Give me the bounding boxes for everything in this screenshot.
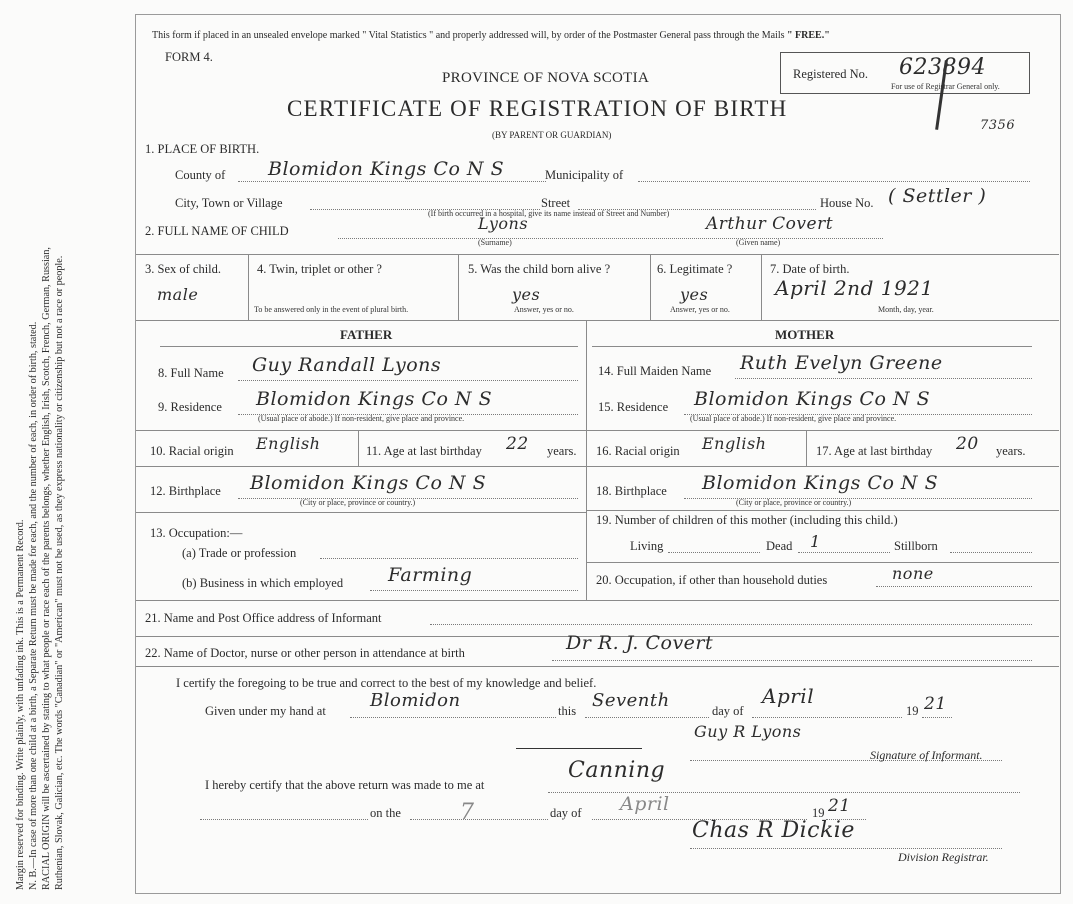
return-label: I hereby certify that the above return was made to me at bbox=[205, 778, 485, 792]
trade-line bbox=[320, 558, 578, 559]
mother-age-value: 20 bbox=[956, 434, 979, 454]
form-number: FORM 4. bbox=[165, 50, 213, 64]
on-the-label: on the bbox=[370, 806, 401, 820]
day-value: Seventh bbox=[592, 690, 670, 711]
municipality-label: Municipality of bbox=[545, 168, 624, 182]
alive-value: yes bbox=[512, 285, 541, 304]
certify-text: I certify the foregoing to be true and correct to the best of my knowledge and belief. bbox=[176, 676, 597, 690]
legitimate-label: 6. Legitimate ? bbox=[657, 262, 733, 276]
month2-value: April bbox=[620, 793, 670, 815]
rule bbox=[136, 430, 586, 431]
side-note-line: RACIAL ORIGIN will be ascertained by stating to what people or race each of the parents belongs, whether English, Irish, Scotch, French, German, Russian, bbox=[41, 247, 52, 890]
province-title: PROVINCE OF NOVA SCOTIA bbox=[442, 70, 650, 86]
on-the-lead-line bbox=[200, 819, 368, 820]
margin-mark: 7356 bbox=[980, 118, 1016, 133]
registrar-caption: Division Registrar. bbox=[898, 850, 989, 864]
mother-residence-value: Blomidon Kings Co N S bbox=[694, 388, 931, 410]
twin-note: To be answered only in the event of plural birth. bbox=[254, 305, 409, 314]
father-name-value: Guy Randall Lyons bbox=[252, 354, 442, 376]
informant-sig-caption: Signature of Informant. bbox=[870, 748, 983, 762]
return-place-value: Canning bbox=[568, 758, 666, 783]
box-divider bbox=[761, 254, 762, 320]
registrar-sig-line bbox=[690, 848, 1002, 849]
living-line bbox=[668, 552, 760, 553]
informant-label: 21. Name and Post Office address of Informant bbox=[145, 611, 382, 625]
informant-signature: Guy R Lyons bbox=[694, 722, 802, 741]
municipality-line bbox=[638, 181, 1030, 182]
dob-value: April 2nd 1921 bbox=[775, 276, 934, 300]
mother-residence-label: 15. Residence bbox=[598, 400, 669, 414]
return-place-line bbox=[548, 792, 1020, 793]
rule bbox=[586, 510, 1059, 511]
registered-label: Registered No. bbox=[793, 67, 868, 81]
place-of-birth-heading: 1. PLACE OF BIRTH. bbox=[145, 142, 260, 156]
box-divider bbox=[358, 430, 359, 466]
mother-racial-label: 16. Racial origin bbox=[596, 444, 680, 458]
business-value: Farming bbox=[388, 564, 473, 586]
father-years: years. bbox=[547, 444, 577, 458]
twin-label: 4. Twin, triplet or other ? bbox=[257, 262, 382, 276]
mother-residence-note: (Usual place of abode.) If non-resident, give place and province. bbox=[690, 414, 897, 423]
mother-name-label: 14. Full Maiden Name bbox=[598, 364, 712, 378]
mail-notice-free: " FREE." bbox=[787, 30, 830, 41]
month-line bbox=[752, 717, 902, 718]
child-given-name: Arthur Covert bbox=[706, 214, 834, 234]
dead-label: Dead bbox=[766, 539, 793, 553]
parents-divider bbox=[586, 320, 587, 600]
children-label: 19. Number of children of this mother (including this child.) bbox=[596, 513, 898, 527]
side-note-line: Ruthenian, Slovak, Galician, etc. The words "Canadian" or "American" must not be used, as they express nationality or citizenship but not a race or people. bbox=[54, 255, 65, 890]
separator bbox=[516, 748, 642, 749]
box-divider bbox=[650, 254, 651, 320]
side-notes bbox=[14, 10, 134, 890]
mother-birthplace-value: Blomidon Kings Co N S bbox=[702, 472, 939, 494]
dead-value: 1 bbox=[810, 532, 821, 551]
street-label: Street bbox=[541, 196, 571, 210]
child-surname: Lyons bbox=[478, 214, 529, 233]
rule bbox=[160, 346, 578, 347]
house-value: ( Settler ) bbox=[888, 185, 987, 207]
rule bbox=[136, 666, 1059, 667]
business-line bbox=[370, 590, 578, 591]
month-value: April bbox=[762, 684, 815, 708]
county-label: County of bbox=[175, 168, 226, 182]
child-name-label: 2. FULL NAME OF CHILD bbox=[145, 224, 289, 238]
registrar-signature: Chas R Dickie bbox=[692, 818, 855, 843]
father-age-value: 22 bbox=[506, 434, 529, 454]
doctor-value: Dr R. J. Covert bbox=[566, 632, 714, 654]
year-line bbox=[922, 717, 952, 718]
doctor-line bbox=[552, 660, 1032, 661]
box-divider bbox=[248, 254, 249, 320]
rule bbox=[586, 562, 1059, 563]
registered-box bbox=[780, 52, 1030, 94]
registered-number: 623894 bbox=[899, 55, 986, 80]
dead-line bbox=[798, 552, 890, 553]
this-label: this bbox=[558, 704, 577, 718]
legitimate-value: yes bbox=[680, 285, 709, 304]
house-label: House No. bbox=[820, 196, 874, 210]
mother-occupation-line bbox=[876, 586, 1032, 587]
rule-top-boxes bbox=[136, 254, 1059, 255]
surname-caption: (Surname) bbox=[478, 238, 512, 247]
informant-line bbox=[430, 624, 1032, 625]
hospital-note: (If birth occurred in a hospital, give its name instead of Street and Number) bbox=[428, 209, 670, 218]
year-value: 21 bbox=[924, 694, 947, 714]
county-line bbox=[238, 181, 546, 182]
father-birthplace-value: Blomidon Kings Co N S bbox=[250, 472, 487, 494]
mail-notice-text: This form if placed in an unsealed envelope marked " Vital Statistics " and properly addressed will, by order of the Postmaster General pass through the Mails bbox=[152, 30, 787, 41]
father-name-line bbox=[238, 380, 578, 381]
father-occupation-label: 13. Occupation:— bbox=[150, 526, 243, 540]
mother-years: years. bbox=[996, 444, 1026, 458]
child-name-line bbox=[338, 238, 883, 239]
box-divider bbox=[806, 430, 807, 466]
doctor-label: 22. Name of Doctor, nurse or other person in attendance at birth bbox=[145, 646, 465, 660]
certificate-subtitle: (BY PARENT OR GUARDIAN) bbox=[492, 130, 612, 140]
father-heading: FATHER bbox=[340, 327, 393, 342]
rule bbox=[592, 346, 1032, 347]
mother-birthplace-note: (City or place, province or country.) bbox=[736, 498, 852, 507]
legitimate-note: Answer, yes or no. bbox=[670, 305, 730, 314]
year2-prefix: 19 bbox=[812, 806, 825, 820]
alive-label: 5. Was the child born alive ? bbox=[468, 262, 611, 276]
father-birthplace-note: (City or place, province or country.) bbox=[300, 498, 416, 507]
day-of-label: day of bbox=[712, 704, 744, 718]
mother-racial-value: English bbox=[702, 434, 767, 453]
day-line bbox=[585, 717, 709, 718]
sex-label: 3. Sex of child. bbox=[145, 262, 222, 276]
day-of2-label: day of bbox=[550, 806, 582, 820]
given-place-value: Blomidon bbox=[370, 690, 461, 711]
mother-name-line bbox=[735, 378, 1032, 379]
dob-note: Month, day, year. bbox=[878, 305, 934, 314]
father-residence-note: (Usual place of abode.) If non-resident, give place and province. bbox=[258, 414, 465, 423]
alive-note: Answer, yes or no. bbox=[514, 305, 574, 314]
mail-notice bbox=[152, 30, 830, 41]
county-value: Blomidon Kings Co N S bbox=[268, 158, 505, 180]
mother-age-label: 17. Age at last birthday bbox=[816, 444, 933, 458]
registered-note: For use of Registrar General only. bbox=[891, 82, 1000, 91]
certificate-title: CERTIFICATE OF REGISTRATION OF BIRTH bbox=[287, 96, 788, 121]
rule bbox=[136, 600, 1059, 601]
rule bbox=[586, 466, 1059, 467]
rule bbox=[136, 512, 586, 513]
on-the-value: 7 bbox=[460, 800, 475, 825]
year-prefix: 19 bbox=[906, 704, 919, 718]
side-note-line: Margin reserved for binding. Write plainly, with unfading ink. This is a Permanent Record. bbox=[15, 519, 26, 890]
mother-occupation-value: none bbox=[892, 564, 934, 583]
box-divider bbox=[458, 254, 459, 320]
trade-label: (a) Trade or profession bbox=[182, 546, 297, 560]
stillborn-label: Stillborn bbox=[894, 539, 938, 553]
father-name-label: 8. Full Name bbox=[158, 366, 224, 380]
father-residence-label: 9. Residence bbox=[158, 400, 222, 414]
stillborn-line bbox=[950, 552, 1032, 553]
business-label: (b) Business in which employed bbox=[182, 576, 344, 590]
mother-heading: MOTHER bbox=[775, 327, 835, 342]
side-note-line: N. B.—In case of more than one child at a birth, a Separate Return must be made for each, and the number of each, in order of birth, stated. bbox=[28, 321, 39, 890]
father-racial-value: English bbox=[256, 434, 321, 453]
city-label: City, Town or Village bbox=[175, 196, 283, 210]
mother-name-value: Ruth Evelyn Greene bbox=[740, 352, 943, 374]
rule bbox=[586, 430, 1059, 431]
dob-label: 7. Date of birth. bbox=[770, 262, 850, 276]
year2-value: 21 bbox=[828, 796, 851, 816]
living-label: Living bbox=[630, 539, 664, 553]
father-racial-label: 10. Racial origin bbox=[150, 444, 234, 458]
father-age-label: 11. Age at last birthday bbox=[366, 444, 482, 458]
given-label: Given under my hand at bbox=[205, 704, 326, 718]
rule bbox=[136, 466, 586, 467]
sex-value: male bbox=[157, 285, 199, 304]
on-the-line bbox=[410, 819, 548, 820]
given-caption: (Given name) bbox=[736, 238, 781, 247]
mother-birthplace-label: 18. Birthplace bbox=[596, 484, 667, 498]
given-place-line bbox=[350, 717, 556, 718]
father-birthplace-label: 12. Birthplace bbox=[150, 484, 221, 498]
father-residence-value: Blomidon Kings Co N S bbox=[256, 388, 493, 410]
rule-bottom-boxes bbox=[136, 320, 1059, 321]
mother-occupation-label: 20. Occupation, if other than household duties bbox=[596, 573, 828, 587]
